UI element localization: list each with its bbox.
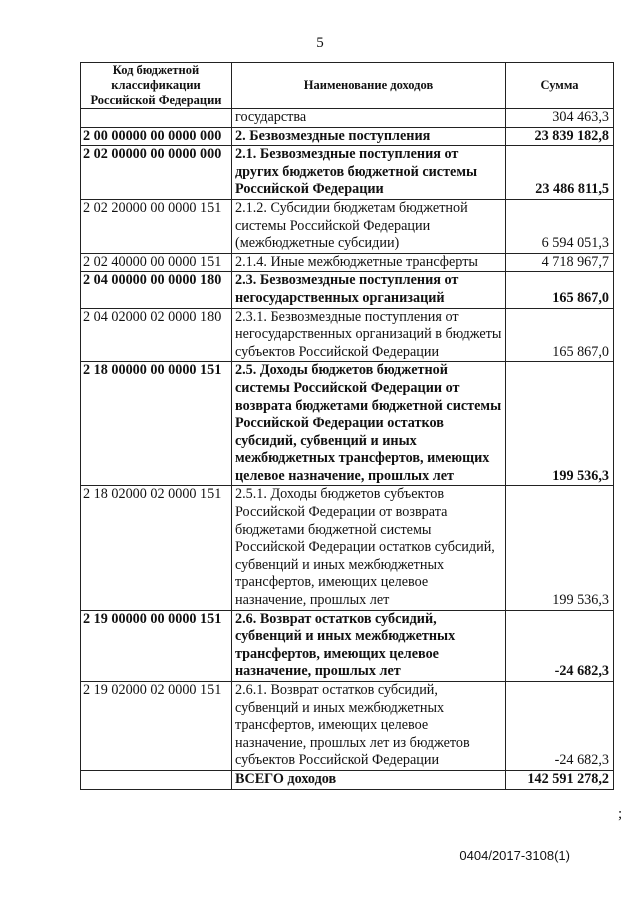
row-sum: 304 463,3 <box>506 109 614 128</box>
table-row <box>81 253 614 272</box>
table-row <box>81 362 614 486</box>
row-sum: 6 594 051,3 <box>506 199 614 253</box>
row-sum: 199 536,3 <box>506 486 614 610</box>
row-name: 2.5.1. Доходы бюджетов субъектов Российской Федерации от возврата бюджетами бюджетной системы Российской Федерации остатков субсидий, субвенций и иных межбюджетных трансфертов, имеющих целевое назначение, прошлых лет <box>232 486 506 610</box>
row-name: 2.1.4. Иные межбюджетные трансферты <box>232 253 506 272</box>
row-code: 2 02 00000 00 0000 000 <box>81 146 232 200</box>
row-sum: -24 682,3 <box>506 610 614 681</box>
row-name: 2.5. Доходы бюджетов бюджетной системы Российской Федерации от возврата бюджетами бюджетной системы Российской Федерации остатков субсидий, субвенций и иных межбюджетных трансфертов, имеющих целевое назначение, прошлых лет <box>232 362 506 486</box>
row-name: 2.1. Безвозмездные поступления от других бюджетов бюджетной системы Российской Федерации <box>232 146 506 200</box>
row-sum: 165 867,0 <box>506 308 614 362</box>
table-row <box>81 770 614 789</box>
row-sum: 199 536,3 <box>506 362 614 486</box>
row-sum: 23 839 182,8 <box>506 127 614 146</box>
row-code: 2 04 00000 00 0000 180 <box>81 272 232 308</box>
row-code: 2 19 00000 00 0000 151 <box>81 610 232 681</box>
header-sum: Сумма <box>506 63 614 109</box>
row-name: 2.6.1. Возврат остатков субсидий, субвенций и иных межбюджетных трансфертов, имеющих целевое назначение, прошлых лет из бюджетов субъектов Российской Федерации <box>232 682 506 771</box>
table-row <box>81 109 614 128</box>
row-sum: 165 867,0 <box>506 272 614 308</box>
header-name: Наименование доходов <box>232 63 506 109</box>
row-code: 2 00 00000 00 0000 000 <box>81 127 232 146</box>
row-sum: 23 486 811,5 <box>506 146 614 200</box>
row-name: 2.6. Возврат остатков субсидий, субвенций и иных межбюджетных трансфертов, имеющих целевое назначение, прошлых лет <box>232 610 506 681</box>
row-code: 2 04 02000 02 0000 180 <box>81 308 232 362</box>
table-row <box>81 199 614 253</box>
row-name: ВСЕГО доходов <box>232 770 506 789</box>
row-name: 2.3. Безвозмездные поступления от негосударственных организаций <box>232 272 506 308</box>
table-row <box>81 610 614 681</box>
trailing-semicolon: ; <box>618 806 623 822</box>
table-row <box>81 127 614 146</box>
row-code: 2 02 40000 00 0000 151 <box>81 253 232 272</box>
table-body <box>81 109 614 790</box>
header-code: Код бюджетной классификации Российской Федерации <box>81 63 232 109</box>
row-name: 2.3.1. Безвозмездные поступления от негосударственных организаций в бюджеты субъектов Российской Федерации <box>232 308 506 362</box>
row-code: 2 18 00000 00 0000 151 <box>81 362 232 486</box>
table-row <box>81 146 614 200</box>
row-code: 2 02 20000 00 0000 151 <box>81 199 232 253</box>
page-number: 5 <box>316 35 324 51</box>
table-row <box>81 308 614 362</box>
table-row <box>81 272 614 308</box>
row-code: 2 18 02000 02 0000 151 <box>81 486 232 610</box>
row-name: 2.1.2. Субсидии бюджетам бюджетной системы Российской Федерации (межбюджетные субсидии) <box>232 199 506 253</box>
revenue-table <box>80 62 614 790</box>
table-header-row <box>81 63 614 109</box>
row-name: государства <box>232 109 506 128</box>
table-row <box>81 682 614 771</box>
row-code <box>81 109 232 128</box>
row-code <box>81 770 232 789</box>
row-sum: 4 718 967,7 <box>506 253 614 272</box>
row-sum: -24 682,3 <box>506 682 614 771</box>
table-row <box>81 486 614 610</box>
document-id: 0404/2017-3108(1) <box>459 848 570 863</box>
row-code: 2 19 02000 02 0000 151 <box>81 682 232 771</box>
row-name: 2. Безвозмездные поступления <box>232 127 506 146</box>
row-sum: 142 591 278,2 <box>506 770 614 789</box>
